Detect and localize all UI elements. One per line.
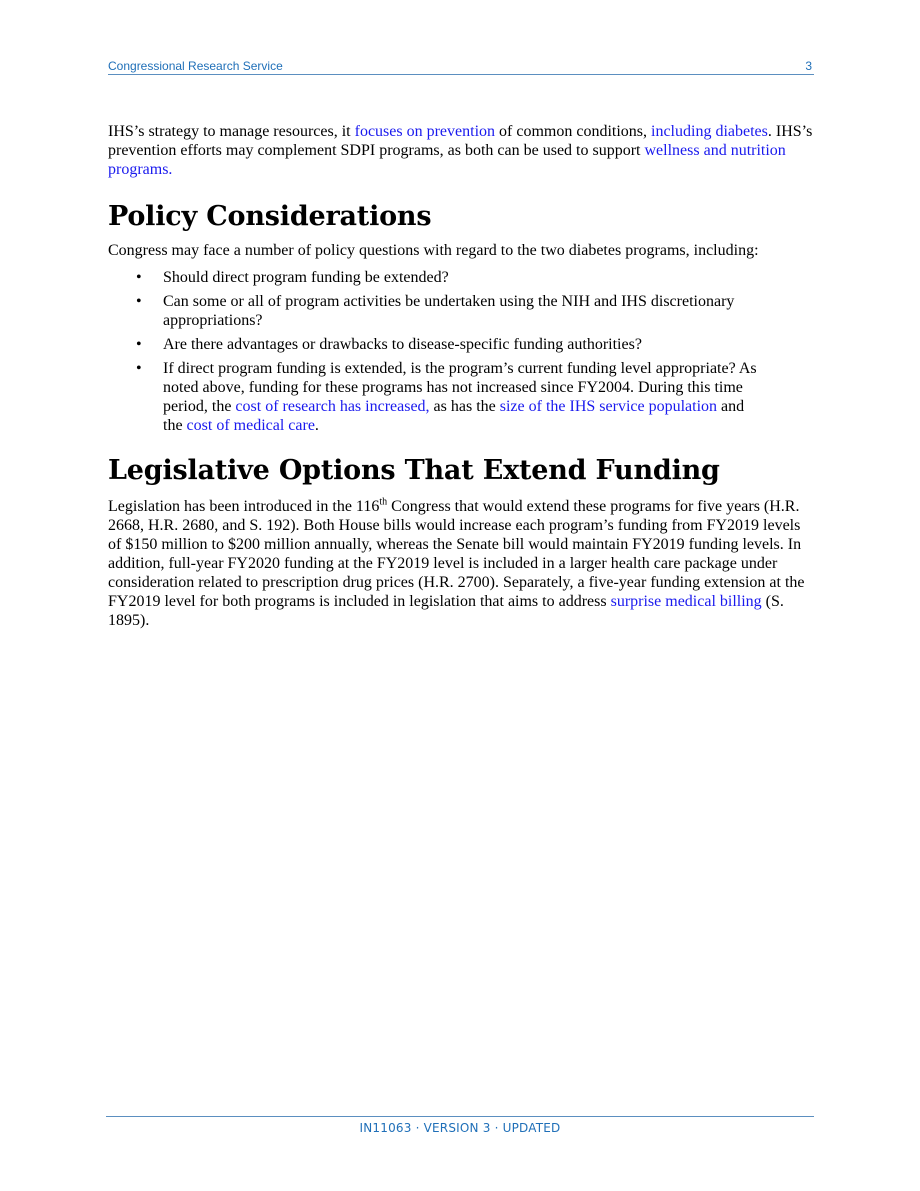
- list-item: [108, 292, 814, 330]
- policy-questions-list: [108, 268, 814, 435]
- wellness-nutrition-link[interactable]: wellness and nutrition programs.: [108, 142, 786, 178]
- legislative-text-2: Congress that would extend these programs for five years (H.R. 2668, H.R. 2680, and S. 192). Both House bills would increase each program’s funding from FY2019 levels of $150 million to $200 million annually, whereas the Senate bill would maintain FY2019 funding levels. In addition, full-year FY2020 funding at the FY2019 level is included in a larger health care package under consideration related to prescription drug prices (H.R. 2700). Separately, a five-year funding extension at the FY2019 level for both programs is included in legislation that aims to address: [108, 498, 805, 610]
- list-item-text: If direct program funding is extended, is the program’s current funding level appropriate? As noted above, funding for these programs has not increased since FY2004. During this time period, the: [163, 360, 757, 415]
- list-item-text: Should direct program funding be extended?: [163, 269, 449, 286]
- document-body: [108, 122, 814, 630]
- page-number: 3: [805, 59, 812, 73]
- intro-text-2: of common conditions,: [495, 123, 651, 140]
- cost-of-medical-care-link[interactable]: cost of medical care: [186, 417, 315, 434]
- footer-version-label: IN11063 · VERSION 3 · UPDATED: [359, 1121, 561, 1135]
- bullet-icon: •: [136, 293, 142, 310]
- legislative-options-heading: Legislative Options That Extend Funding: [108, 455, 720, 486]
- intro-paragraph: [108, 122, 814, 179]
- page-footer: [106, 1116, 814, 1135]
- list-item-text: Are there advantages or drawbacks to disease-specific funding authorities?: [163, 336, 642, 353]
- cost-of-research-link[interactable]: cost of research has increased,: [235, 398, 430, 415]
- list-item-text: .: [314, 417, 319, 434]
- list-item-text: and the: [163, 398, 745, 434]
- list-item: [108, 359, 814, 435]
- intro-text-3: . IHS’s prevention efforts may complement SDPI programs, as both can be used to support: [108, 123, 813, 159]
- legislative-text-1: Legislation has been introduced in the 116: [108, 498, 380, 515]
- list-item-text: Can some or all of program activities be undertaken using the NIH and IHS discretionary appropriations?: [163, 293, 735, 329]
- header-agency: Congressional Research Service: [108, 59, 283, 73]
- list-item-text: as has the: [429, 398, 500, 415]
- policy-lead: Congress may face a number of policy questions with regard to the two diabetes programs, including:: [108, 242, 759, 259]
- legislative-paragraph: [108, 497, 814, 630]
- bullet-icon: •: [136, 360, 142, 377]
- list-item: [108, 335, 814, 354]
- bullet-icon: •: [136, 336, 142, 353]
- intro-text-1: IHS’s strategy to manage resources, it: [108, 123, 355, 140]
- list-item: [108, 268, 814, 287]
- focuses-on-prevention-link[interactable]: focuses on prevention: [354, 123, 496, 140]
- bullet-icon: •: [136, 269, 142, 286]
- ordinal-superscript: th: [379, 496, 388, 508]
- policy-considerations-heading: Policy Considerations: [108, 201, 432, 232]
- including-diabetes-link[interactable]: including diabetes: [651, 123, 768, 140]
- ihs-service-population-link[interactable]: size of the IHS service population: [499, 398, 718, 415]
- page-header: [108, 58, 814, 75]
- legislative-text-3: (S. 1895).: [108, 593, 784, 629]
- surprise-medical-billing-link[interactable]: surprise medical billing: [610, 593, 762, 610]
